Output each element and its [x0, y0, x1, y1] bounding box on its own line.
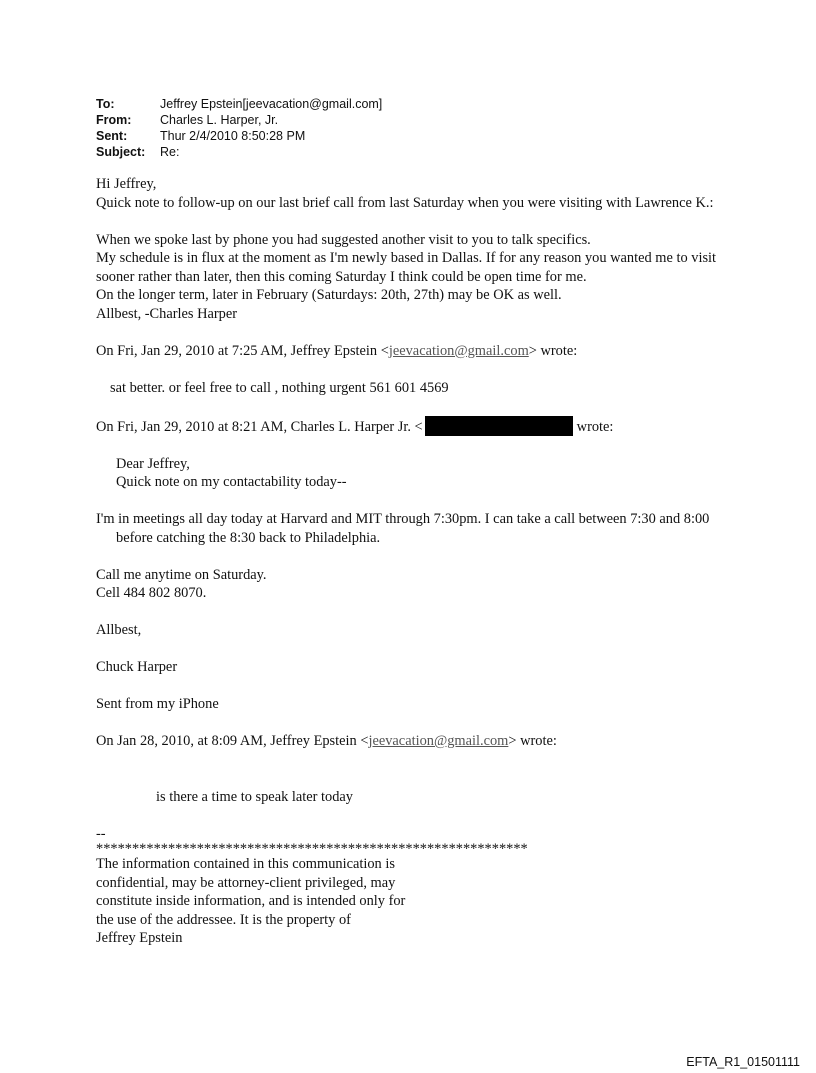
- quote2-paragraph: I'm in meetings all day today at Harvard and MIT through 7:30pm. I can take a call between 7:30 and 8:00 before catching the 8:30 back to Philadelphia.: [96, 511, 710, 546]
- quote3-text: is there a time to speak later today: [156, 788, 353, 805]
- message-line: Allbest, -Charles Harper: [96, 305, 238, 322]
- quote2-sent-from: Sent from my iPhone: [96, 696, 219, 712]
- to-value: Jeffrey Epstein[jeevacation@gmail.com]: [160, 97, 383, 111]
- signature-dashes: --: [96, 825, 106, 842]
- email-body: [96, 175, 736, 948]
- signature-stars: ************************************************************: [96, 841, 528, 857]
- quote2-line: Quick note on my contactability today--: [116, 474, 347, 490]
- quote2-greeting: Dear Jeffrey,: [116, 455, 190, 472]
- intro-paragraph: Quick note to follow-up on our last brief call from last Saturday when you were visiting with Lawrence K.:: [96, 194, 714, 211]
- message-line: On the longer term, later in February (Saturdays: 20th, 27th) may be OK as well.: [96, 287, 562, 303]
- quote2-name: Chuck Harper: [96, 659, 178, 675]
- quote3-intro: On Jan 28, 2010, at 8:09 AM, Jeffrey Epstein <jeevacation@gmail.com> wrote:: [96, 733, 557, 749]
- to-label: To:: [96, 97, 115, 111]
- from-value: Charles L. Harper, Jr.: [160, 113, 279, 127]
- quote2-allbest: Allbest,: [96, 622, 142, 638]
- quote1-intro: On Fri, Jan 29, 2010 at 7:25 AM, Jeffrey Epstein <jeevacation@gmail.com> wrote:: [96, 342, 578, 359]
- message-line: My schedule is in flux at the moment as I'm newly based in Dallas. If for any reason you wanted me to visit sooner rather than later, then this coming Saturday I think could be open time for me.: [96, 250, 717, 285]
- redaction-box: [425, 416, 573, 436]
- sent-row: [96, 128, 382, 144]
- email-header: [96, 96, 382, 160]
- quote2-cell: Cell 484 802 8070.: [96, 585, 207, 601]
- disclaimer-line: The information contained in this communication is: [96, 856, 395, 872]
- from-row: [96, 112, 382, 128]
- quote2-call: Call me anytime on Saturday.: [96, 566, 267, 583]
- disclaimer-line: constitute inside information, and is intended only for: [96, 893, 406, 909]
- message-line: When we spoke last by phone you had suggested another visit to you to talk specifics.: [96, 231, 591, 248]
- to-row: [96, 96, 382, 112]
- disclaimer-line: Jeffrey Epstein: [96, 930, 183, 946]
- document-id: EFTA_R1_01501111: [686, 1055, 800, 1069]
- greeting: Hi Jeffrey,: [96, 176, 157, 192]
- sent-label: Sent:: [96, 129, 128, 143]
- quote1-text: sat better. or feel free to call , nothing urgent 561 601 4569: [110, 379, 449, 396]
- quote2-intro: On Fri, Jan 29, 2010 at 8:21 AM, Charles L. Harper Jr. < wrote:: [96, 416, 736, 437]
- subject-value: Re:: [160, 145, 180, 159]
- subject-label: Subject:: [96, 145, 146, 159]
- disclaimer-line: the use of the addressee. It is the property of: [96, 911, 351, 928]
- quote3-email-link[interactable]: jeevacation@gmail.com: [368, 733, 509, 749]
- disclaimer-line: confidential, may be attorney-client privileged, may: [96, 874, 396, 891]
- quote1-email-link[interactable]: jeevacation@gmail.com: [388, 342, 529, 359]
- from-label: From:: [96, 113, 132, 127]
- subject-row: [96, 144, 382, 160]
- sent-value: Thur 2/4/2010 8:50:28 PM: [160, 129, 306, 143]
